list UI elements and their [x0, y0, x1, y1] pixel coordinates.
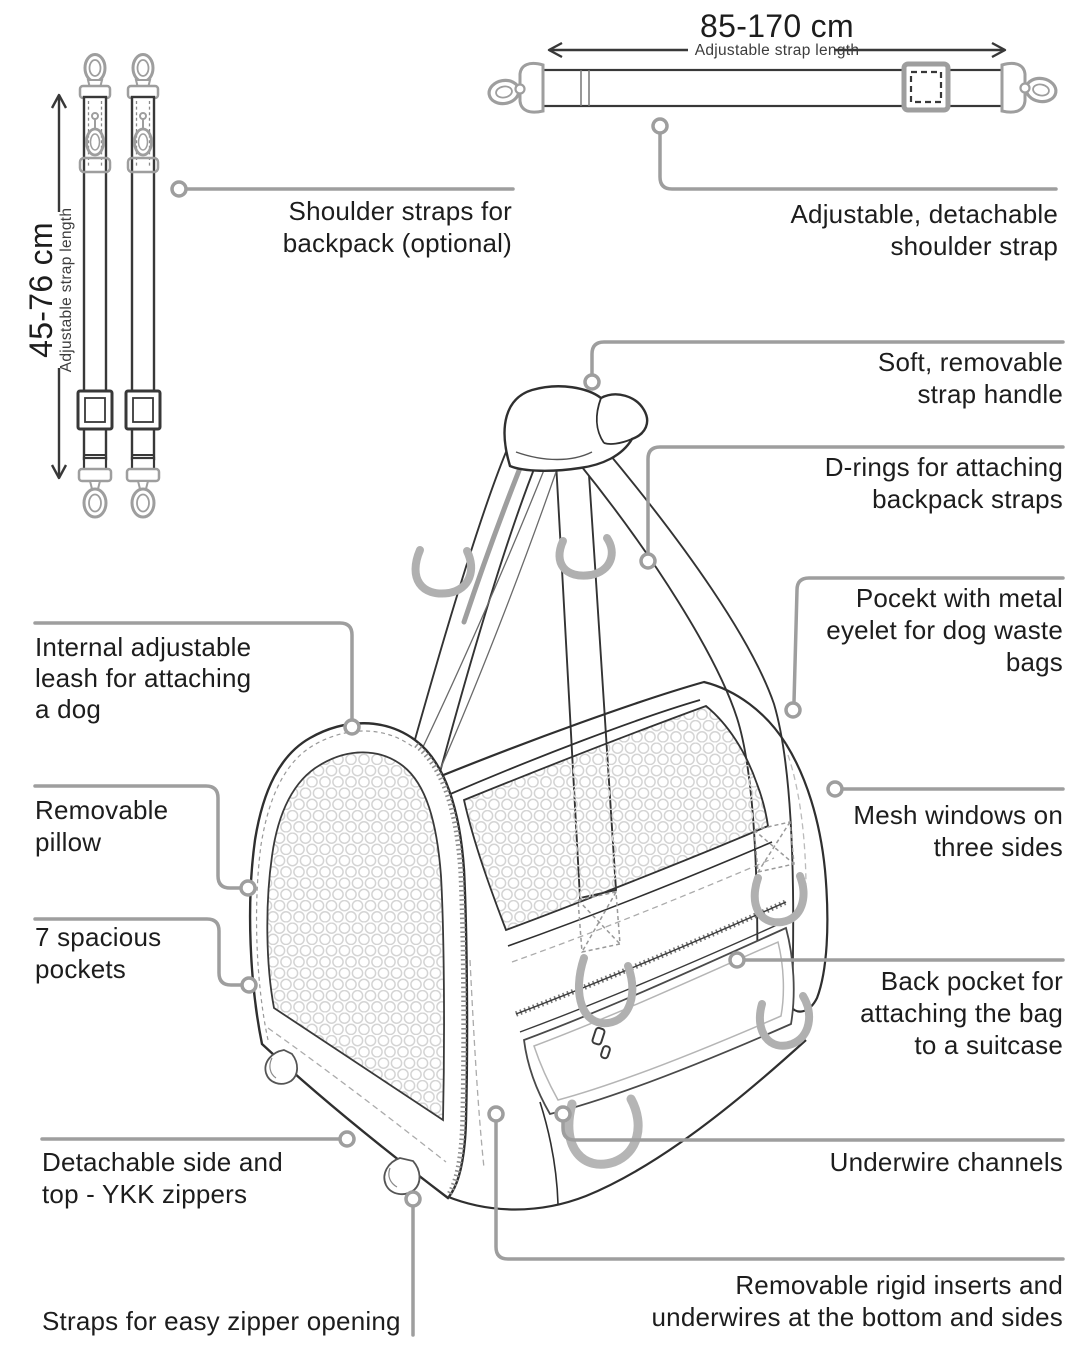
label-mesh-windows	[853, 799, 1063, 863]
vertical-dimension-value: 45-76 cm	[23, 222, 59, 358]
label-waste-bag-pocket	[826, 582, 1063, 678]
label-d-rings	[825, 451, 1063, 515]
label-internal-leash	[35, 632, 251, 725]
label-line: pillow	[35, 827, 102, 857]
front-panel	[250, 723, 467, 1198]
strap-handle	[505, 386, 648, 470]
carrier-bag-figure	[250, 386, 827, 1209]
label-line: three sides	[933, 832, 1063, 862]
label-line: backpack (optional)	[282, 228, 512, 258]
shoulder-strap-figure	[487, 63, 1058, 112]
back-pocket	[516, 902, 794, 1114]
label-line: Mesh windows on	[853, 800, 1063, 830]
label-line: Straps for easy zipper opening	[42, 1306, 401, 1336]
label-line: to a suitcase	[914, 1030, 1063, 1060]
label-line: Shoulder straps for	[288, 196, 512, 226]
label-line: Removable rigid inserts and	[735, 1270, 1063, 1300]
label-line: Soft, removable	[877, 347, 1063, 377]
label-line: backpack straps	[872, 484, 1063, 514]
label-shoulder-straps	[283, 195, 512, 259]
label-line: strap handle	[917, 379, 1063, 409]
label-line: pockets	[35, 954, 127, 984]
label-line: leash for attaching	[35, 663, 252, 693]
horizontal-dimension-value: 85-170 cm	[700, 8, 854, 44]
label-back-pocket	[860, 965, 1063, 1061]
label-line: Detachable side and	[42, 1147, 283, 1177]
label-line: bags	[1005, 647, 1063, 677]
horizontal-dimension-caption: Adjustable strap length	[694, 42, 860, 59]
label-line: underwires at the bottom and sides	[651, 1302, 1063, 1332]
label-line: shoulder strap	[890, 231, 1058, 261]
label-line: D-rings for attaching	[824, 452, 1063, 482]
backpack-straps-figure	[78, 55, 160, 518]
label-removable-pillow	[35, 794, 168, 858]
label-line: Internal adjustable	[35, 632, 252, 662]
label-line: Underwire channels	[829, 1147, 1063, 1177]
label-line: Removable	[35, 795, 169, 825]
underwire	[569, 1099, 638, 1164]
label-underwire-channels	[830, 1146, 1063, 1178]
label-line: Adjustable, detachable	[790, 199, 1058, 229]
label-line: a dog	[35, 694, 102, 724]
label-line: Back pocket for	[880, 966, 1063, 996]
label-spacious-pockets	[35, 921, 161, 985]
label-line: top - YKK zippers	[42, 1179, 248, 1209]
label-ykk-zippers	[42, 1146, 283, 1210]
label-line: eyelet for dog waste	[826, 615, 1063, 645]
label-line: attaching the bag	[860, 998, 1063, 1028]
label-adjustable-strap	[791, 198, 1059, 262]
label-zipper-opening-straps	[42, 1305, 401, 1337]
label-line: Pocekt with metal	[855, 583, 1063, 613]
label-strap-handle	[878, 346, 1063, 410]
label-line: 7 spacious	[35, 922, 162, 952]
vertical-dimension-caption: Adjustable strap length	[58, 207, 75, 373]
label-rigid-inserts	[652, 1269, 1063, 1333]
